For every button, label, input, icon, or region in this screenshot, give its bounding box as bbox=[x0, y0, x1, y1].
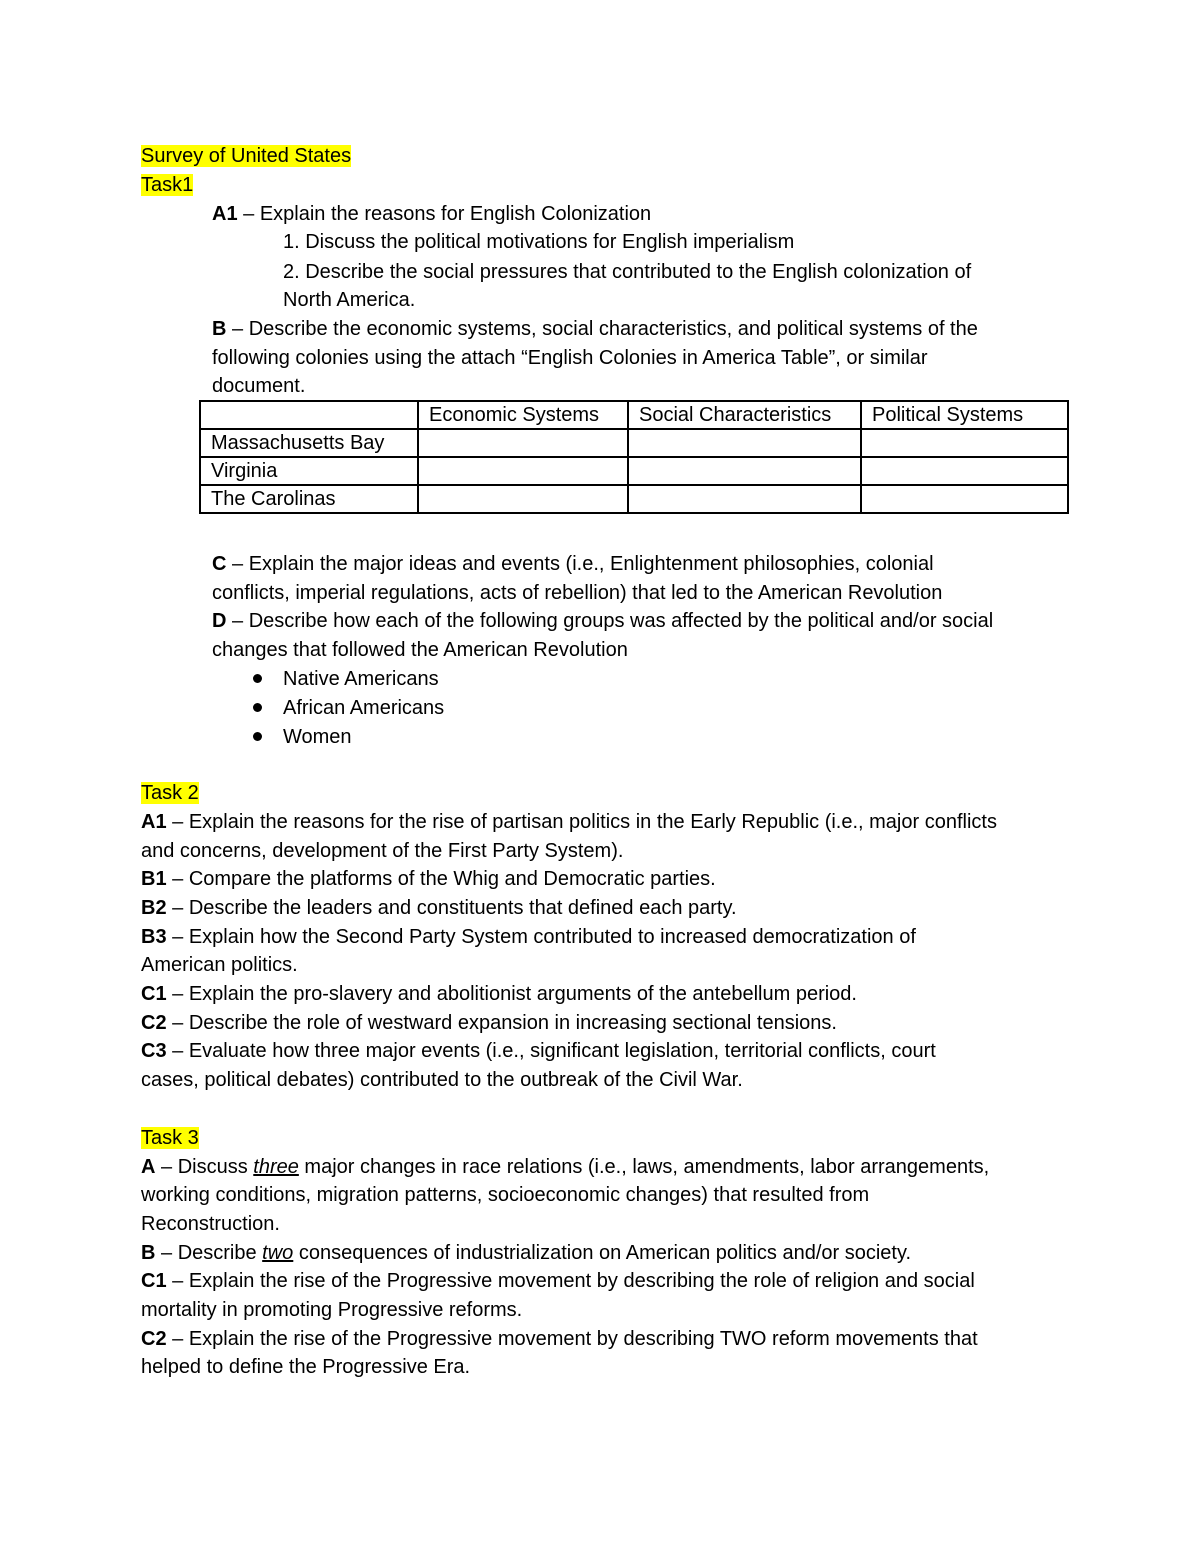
table-header-cell: Political Systems bbox=[861, 401, 1068, 429]
task2-b1: B1 – Compare the platforms of the Whig and Democratic parties. bbox=[141, 868, 716, 890]
task1-a1: A1 – Explain the reasons for English Colonization bbox=[212, 203, 652, 225]
task2-a1-line2: and concerns, development of the First Party System). bbox=[141, 840, 624, 862]
bullet-icon bbox=[253, 674, 262, 683]
task1-b-line2: following colonies using the attach “English Colonies in America Table”, or similar bbox=[212, 347, 928, 369]
task1-a1-item2-cont: North America. bbox=[283, 289, 416, 311]
task2-b3-line2: American politics. bbox=[141, 954, 298, 976]
task2-c2: C2 – Describe the role of westward expansion in increasing sectional tensions. bbox=[141, 1012, 837, 1034]
table-cell bbox=[418, 485, 628, 513]
table-header-cell: Economic Systems bbox=[418, 401, 628, 429]
table-row bbox=[200, 457, 1068, 485]
task2-c3-line2: cases, political debates) contributed to the outbreak of the Civil War. bbox=[141, 1069, 743, 1091]
task2-c1: C1 – Explain the pro-slavery and abolitionist arguments of the antebellum period. bbox=[141, 983, 857, 1005]
table-cell bbox=[418, 429, 628, 457]
bullet-item: Native Americans bbox=[283, 668, 439, 690]
task1-c-line2: conflicts, imperial regulations, acts of rebellion) that led to the American Revolution bbox=[212, 582, 943, 604]
task3-c1-line1: C1 – Explain the rise of the Progressive movement by describing the role of religion and social bbox=[141, 1270, 975, 1292]
table-row-label: The Carolinas bbox=[200, 485, 418, 513]
colonies-table bbox=[199, 400, 1069, 514]
table-row-label: Virginia bbox=[200, 457, 418, 485]
task2-a1-line1: A1 – Explain the reasons for the rise of partisan politics in the Early Republic (i.e., major conflicts bbox=[141, 811, 997, 833]
table-cell bbox=[418, 457, 628, 485]
task3-heading: Task 3 bbox=[141, 1127, 199, 1149]
table-row bbox=[200, 485, 1068, 513]
table-cell bbox=[628, 485, 861, 513]
table-cell bbox=[861, 485, 1068, 513]
table-row-label: Massachusetts Bay bbox=[200, 429, 418, 457]
task1-d-line2: changes that followed the American Revolution bbox=[212, 639, 628, 661]
table-header-cell bbox=[200, 401, 418, 429]
table-cell bbox=[861, 429, 1068, 457]
table-header-row bbox=[200, 401, 1068, 429]
bullet-icon bbox=[253, 732, 262, 741]
task1-d-line1: D – Describe how each of the following groups was affected by the political and/or social bbox=[212, 610, 994, 632]
task2-c3-line1: C3 – Evaluate how three major events (i.e., significant legislation, territorial conflicts, court bbox=[141, 1040, 936, 1062]
task3-a-line3: Reconstruction. bbox=[141, 1213, 280, 1235]
task3-a-line2: working conditions, migration patterns, socioeconomic changes) that resulted from bbox=[141, 1184, 870, 1206]
task2-b2: B2 – Describe the leaders and constituents that defined each party. bbox=[141, 897, 737, 919]
task1-b-line1: B – Describe the economic systems, social characteristics, and political systems of the bbox=[212, 318, 978, 340]
task3-c2-line1: C2 – Explain the rise of the Progressive movement by describing TWO reform movements that bbox=[141, 1328, 978, 1350]
table-header-cell: Social Characteristics bbox=[628, 401, 861, 429]
bullet-item: African Americans bbox=[283, 697, 445, 719]
table-row bbox=[200, 429, 1068, 457]
task1-c-line1: C – Explain the major ideas and events (i.e., Enlightenment philosophies, colonial bbox=[212, 553, 934, 575]
bullet-item: Women bbox=[283, 726, 352, 748]
task3-b: B – Describe two consequences of industrialization on American politics and/or society. bbox=[141, 1242, 912, 1264]
task1-a1-item2: 2. Describe the social pressures that contributed to the English colonization of bbox=[283, 261, 972, 283]
document-title: Survey of United States bbox=[141, 145, 352, 167]
task3-a-line1: A – Discuss three major changes in race relations (i.e., laws, amendments, labor arrangements, bbox=[141, 1156, 990, 1178]
table-cell bbox=[628, 429, 861, 457]
bullet-icon bbox=[253, 703, 262, 712]
task2-b3-line1: B3 – Explain how the Second Party System contributed to increased democratization of bbox=[141, 926, 916, 948]
table-cell bbox=[628, 457, 861, 485]
task1-heading: Task1 bbox=[141, 174, 194, 196]
task1-b-line3: document. bbox=[212, 375, 306, 397]
table-cell bbox=[861, 457, 1068, 485]
task1-a1-item1: 1. Discuss the political motivations for English imperialism bbox=[283, 231, 795, 253]
task2-heading: Task 2 bbox=[141, 782, 199, 804]
task3-c2-line2: helped to define the Progressive Era. bbox=[141, 1356, 471, 1378]
task3-c1-line2: mortality in promoting Progressive reforms. bbox=[141, 1299, 523, 1321]
